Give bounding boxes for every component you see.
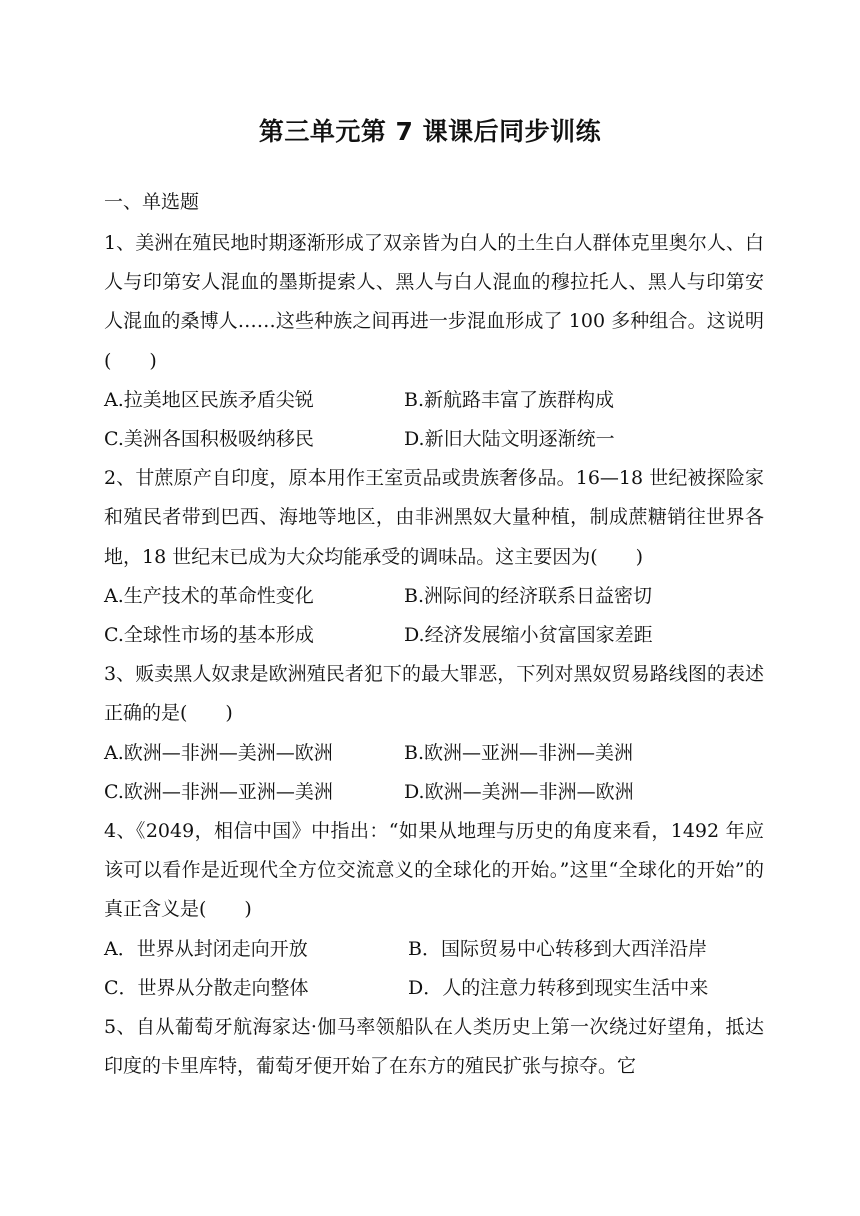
question-2-options-row-2 <box>104 616 764 655</box>
question-3-stem: 3、贩卖黑人奴隶是欧洲殖民者犯下的最大罪恶，下列对黑奴贸易路线图的表述正确的是( ) <box>104 663 764 725</box>
question-4-option-c: C．世界从分散走向整体 <box>104 976 309 999</box>
question-3-option-d: D.欧洲—美洲—非洲—欧洲 <box>404 780 634 803</box>
question-3-options-row-2 <box>104 773 764 812</box>
question-4-option-b: B．国际贸易中心转移到大西洋沿岸 <box>408 937 707 960</box>
question-3-option-b: B.欧洲—亚洲—非洲—美洲 <box>404 741 634 764</box>
document-title: 第三单元第 7 课课后同步训练 <box>258 117 602 146</box>
question-4-options-row-1 <box>104 930 764 969</box>
question-5-stem: 5、自从葡萄牙航海家达·伽马率领船队在人类历史上第一次绕过好望角，抵达印度的卡里库特，葡萄牙便开始了在东方的殖民扩张与掠夺。它 <box>104 1016 764 1078</box>
question-4-option-d: D．人的注意力转移到现实生活中来 <box>408 976 709 999</box>
question-1-options-row-1 <box>104 381 764 420</box>
question-2-options-row-1 <box>104 577 764 616</box>
question-list <box>104 224 764 1086</box>
question-3-option-c: C.欧洲—非洲—亚洲—美洲 <box>104 780 333 803</box>
question-3-options-row-1 <box>104 734 764 773</box>
question-1-option-d: D.新旧大陆文明逐渐统一 <box>404 428 615 451</box>
question-4-stem: 4、《2049，相信中国》中指出：“如果从地理与历史的角度来看，1492 年应该可以看作是近现代全方位交流意义的全球化的开始。”这里“全球化的开始”的真正含义是( ) <box>104 820 764 921</box>
question-2-option-a: A.生产技术的革命性变化 <box>104 584 314 607</box>
question-2-option-d: D.经济发展缩小贫富国家差距 <box>404 624 653 647</box>
question-1-option-c: C.美洲各国积极吸纳移民 <box>104 428 314 451</box>
question-1-option-b: B.新航路丰富了族群构成 <box>404 388 615 411</box>
question-4-options-row-2 <box>104 969 764 1008</box>
question-1-option-a: A.拉美地区民族矛盾尖锐 <box>104 388 314 411</box>
question-2-option-c: C.全球性市场的基本形成 <box>104 624 314 647</box>
question-1-options-row-2 <box>104 420 764 459</box>
question-2-option-b: B.洲际间的经济联系日益密切 <box>404 584 653 607</box>
section-heading: 一、单选题 <box>104 191 200 213</box>
question-1-stem: 1、美洲在殖民地时期逐渐形成了双亲皆为白人的土生白人群体克里奥尔人、白人与印第安人混血的墨斯提索人、黑人与白人混血的穆拉托人、黑人与印第安人混血的桑博人……这些种族之间再进一步混血形成了 100 多种组合。这说明( ) <box>104 232 764 372</box>
question-3-option-a: A.欧洲—非洲—美洲—欧洲 <box>104 741 333 764</box>
question-4-option-a: A．世界从封闭走向开放 <box>104 937 308 960</box>
question-2-stem: 2、甘蔗原产自印度，原本用作王室贡品或贵族奢侈品。16—18 世纪被探险家和殖民者带到巴西、海地等地区，由非洲黑奴大量种植，制成蔗糖销往世界各地，18 世纪末已成为大众均能承受的调味品。这主要因为( ) <box>104 467 764 568</box>
